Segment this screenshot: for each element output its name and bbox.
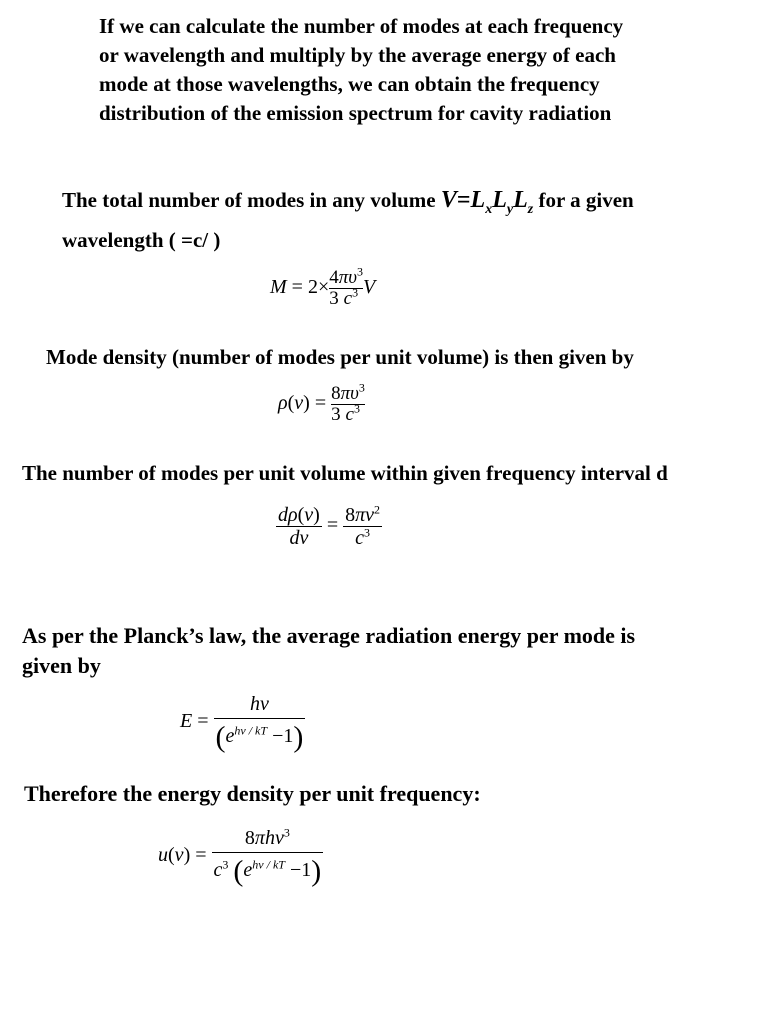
modes-line-2: wavelength ( =c/ ) <box>62 228 221 252</box>
equation-energy-density: u(ν) = $\frac{8\pi h\nu^3}{c^3 (e^{h\nu / kT} -1)}$ <box>158 825 322 888</box>
equals-sign: = <box>456 187 471 213</box>
modes-line-1 <box>62 186 634 217</box>
energy-density-text: Therefore the energy density per unit frequency: <box>24 781 481 806</box>
volume-formula: V <box>440 187 457 213</box>
intro-line-4: distribution of the emission spectrum for cavity radiation <box>99 101 612 125</box>
planck-line-2: given by <box>22 653 101 678</box>
equation-total-modes: M = 2× $\frac{4}{3}$ $\frac{\pi\upsilon^3}{c^3}$ V <box>270 264 376 309</box>
equation-mode-density: ρ(ν) = $\frac{8}{3}$ $\frac{\pi\upsilon^3}{c^3}$ <box>278 380 365 425</box>
density-text: Mode density (number of modes per unit volume) is then given by <box>46 345 634 369</box>
interval-text: The number of modes per unit volume within given frequency interval d <box>22 461 668 485</box>
modes-line-1-suffix: for a given <box>538 188 634 212</box>
intro-line-3: mode at those wavelengths, we can obtain the frequency <box>99 72 600 96</box>
intro-line-2: or wavelength and multiply by the average energy of each <box>99 43 616 67</box>
intro-line-1: If we can calculate the number of modes at each frequency <box>99 14 624 38</box>
modes-line-1-text: The total number of modes in any volume <box>62 188 436 212</box>
planck-line-1: As per the Planck’s law, the average radiation energy per mode is <box>22 623 636 648</box>
volume-product: $L_xL_yL_z$ <box>470 187 534 217</box>
equation-average-energy: E = $\frac{h\nu}{(e^{h\nu / kT} -1)}$ <box>180 690 305 754</box>
equation-density-derivative: $\frac{d\rho(\nu)}{d\nu}$ = $\frac{8\pi\nu^2}{c^3}$ <box>278 502 381 549</box>
